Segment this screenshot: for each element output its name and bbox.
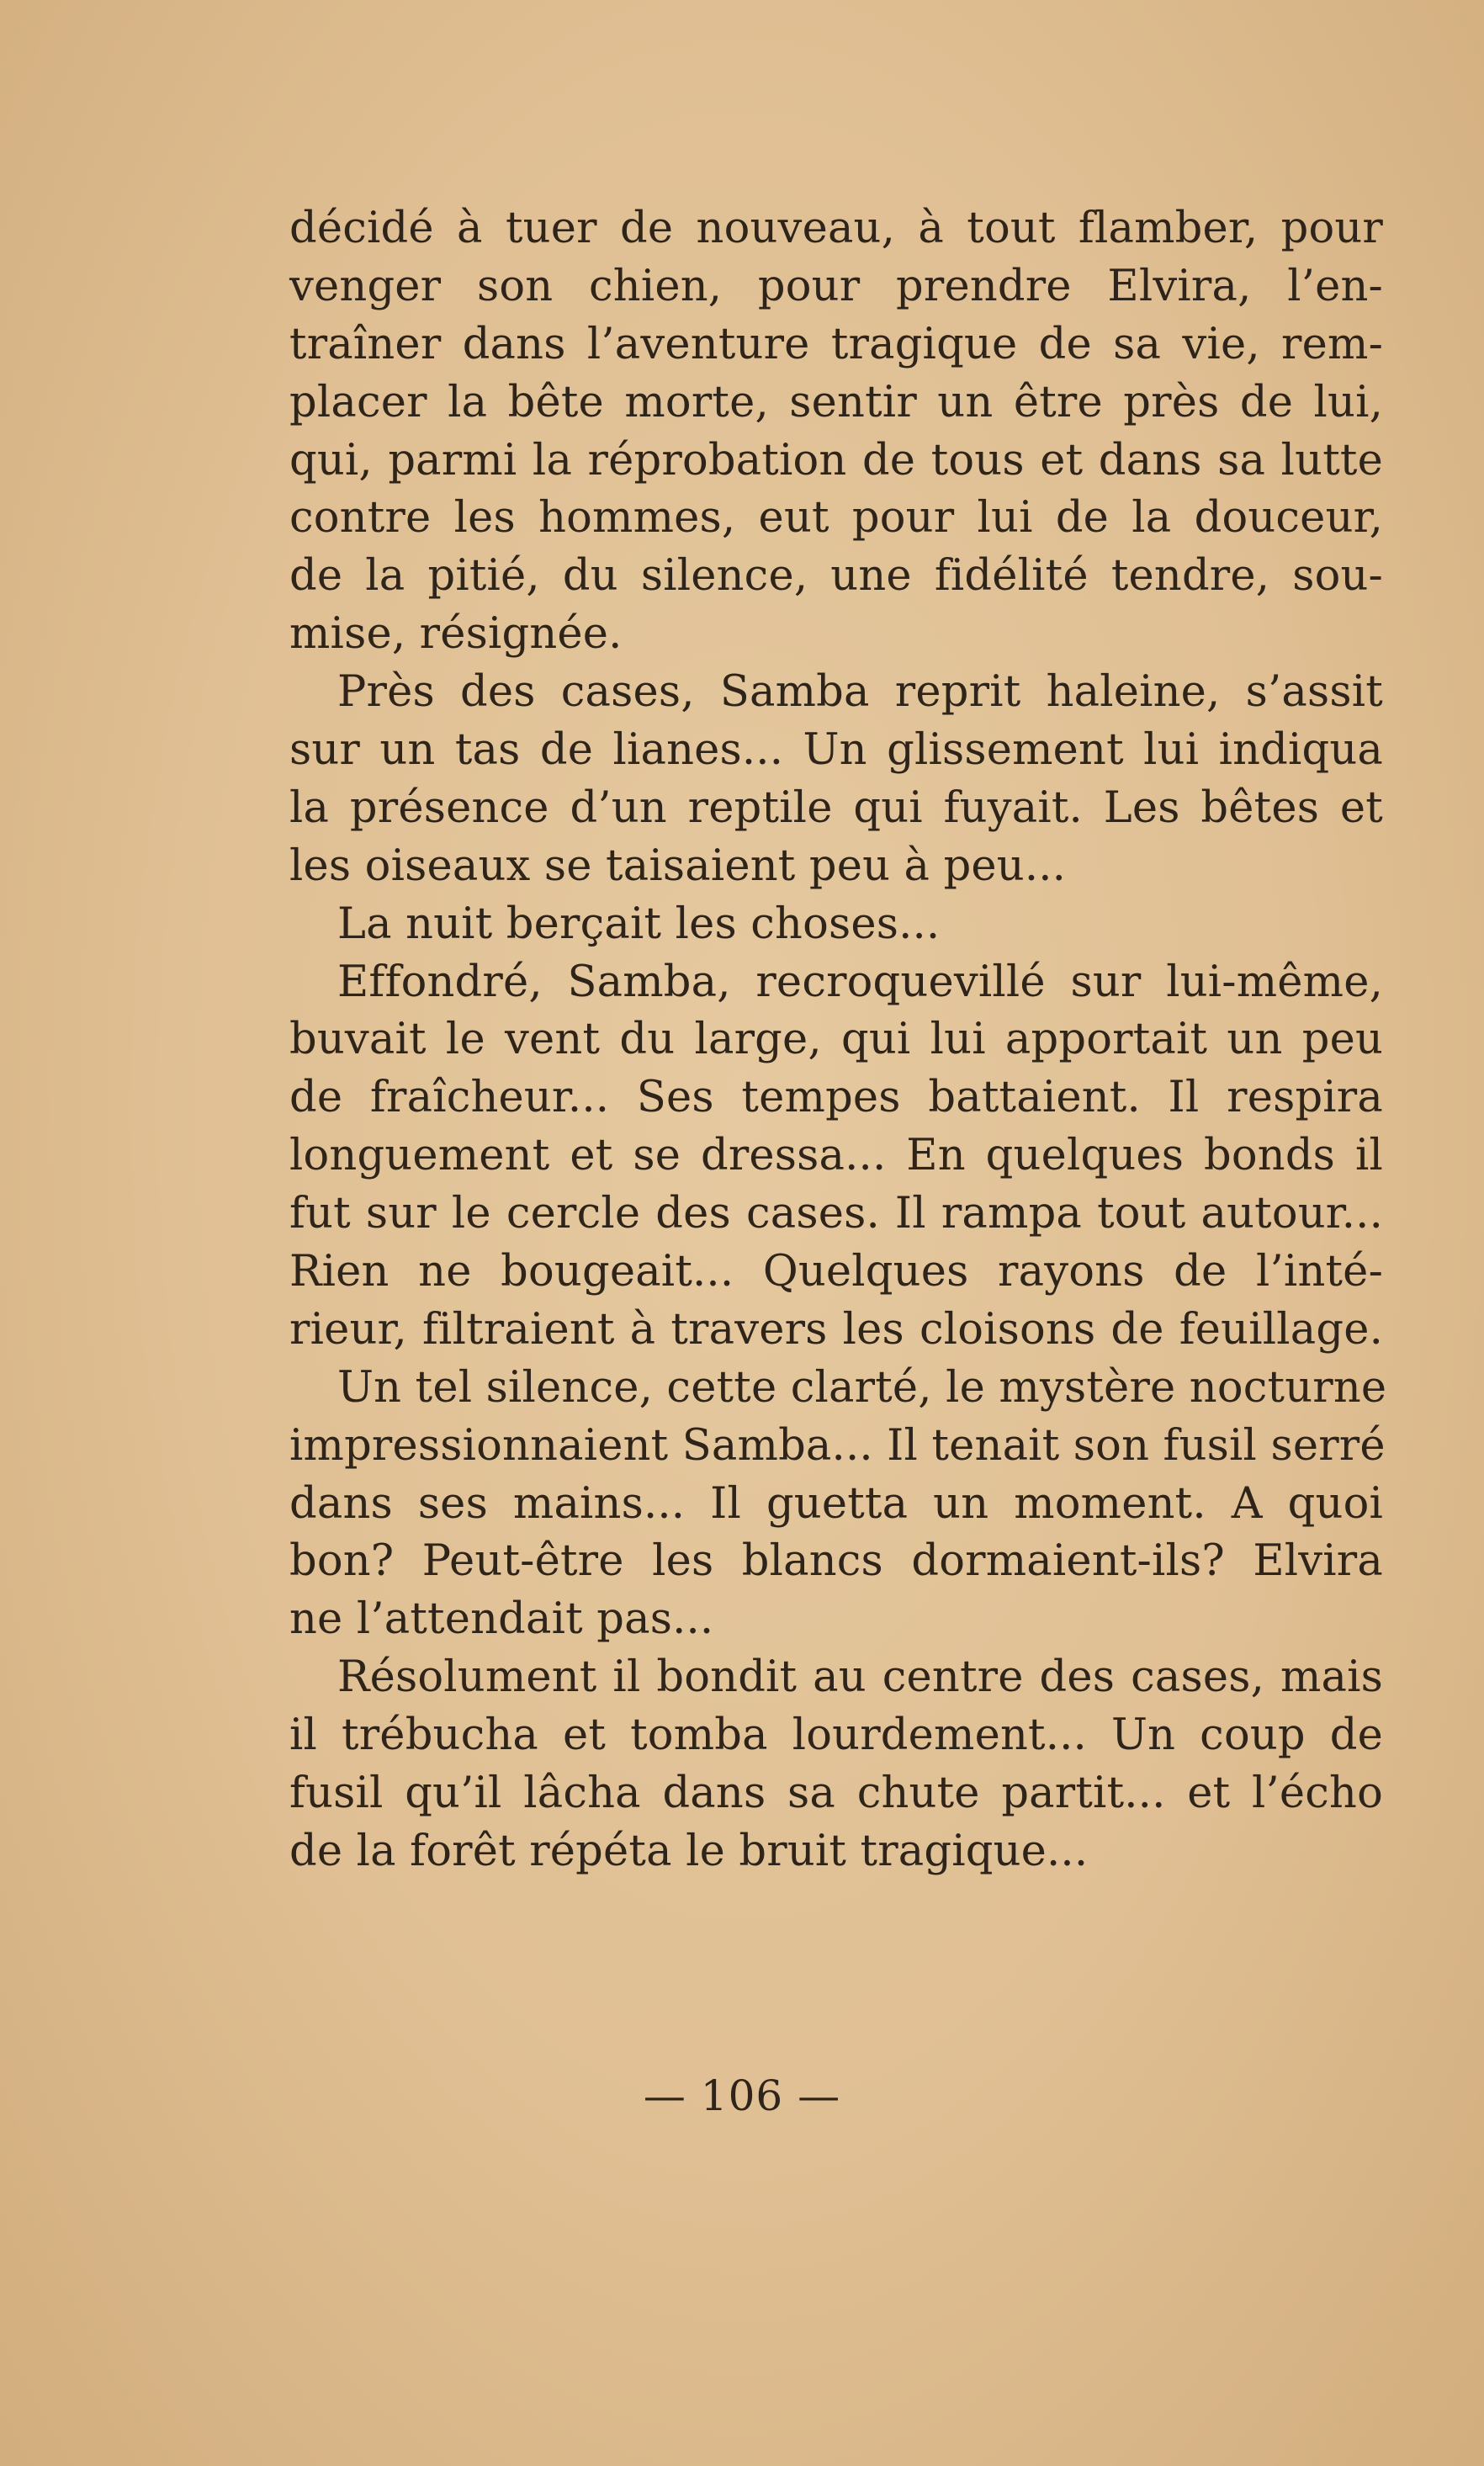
text-line: buvait le vent du large, qui lui apportait un peu — [289, 1015, 1383, 1065]
text-line: il trébucha et tomba lourdement... Un coup de — [289, 1710, 1383, 1761]
text-line: sur un tas de lianes... Un glissement lui indiqua — [289, 725, 1383, 776]
text-line: qui, parmi la réprobation de tous et dans sa lutte — [289, 435, 1383, 485]
text-line: de la pitié, du silence, une fidélité tendre, sou- — [289, 551, 1383, 602]
text-line: Rien ne bougeait... Quelques rayons de l’inté- — [289, 1247, 1383, 1297]
text-line: Effondré, Samba, recroquevillé sur lui-même, — [337, 957, 1383, 1007]
text-line: La nuit berçait les choses... — [337, 899, 941, 949]
text-line: longuement et se dressa... En quelques bonds il — [289, 1131, 1383, 1181]
text-line: dans ses mains... Il guetta un moment. A quoi — [289, 1478, 1383, 1529]
text-line: fut sur le cercle des cases. Il rampa tout autour... — [289, 1189, 1383, 1239]
text-line: de la forêt répéta le bruit tragique... — [289, 1826, 1089, 1876]
page-number: — 106 — — [643, 2071, 841, 2120]
text-line: venger son chien, pour prendre Elvira, l’en- — [289, 261, 1383, 311]
text-line: de fraîcheur... Ses tempes battaient. Il respira — [289, 1073, 1383, 1123]
text-line: contre les hommes, eut pour lui de la douceur, — [289, 493, 1383, 544]
text-line: décidé à tuer de nouveau, à tout flamber, pour — [289, 204, 1383, 253]
text-line: bon? Peut-être les blancs dormaient-ils? Elvira — [289, 1536, 1383, 1587]
text-line: Résolument il bondit au centre des cases, mais — [337, 1652, 1383, 1703]
text-line: impressionnaient Samba... Il tenait son fusil serré — [289, 1420, 1386, 1471]
text-line: Un tel silence, cette clarté, le mystère nocturne — [337, 1362, 1387, 1413]
text-line: traîner dans l’aventure tragique de sa vie, rem- — [289, 319, 1383, 369]
text-line: fusil qu’il lâcha dans sa chute partit... et l’écho — [289, 1769, 1383, 1819]
text-line: mise, résignée. — [289, 609, 623, 660]
text-line: la présence d’un reptile qui fuyait. Les bêtes et — [289, 782, 1383, 833]
text-line: Près des cases, Samba reprit haleine, s’assit — [337, 667, 1383, 718]
text-line: les oiseaux se taisaient peu à peu... — [289, 841, 1067, 891]
body-text — [289, 200, 1387, 1881]
text-line: placer la bête morte, sentir un être près de lui, — [289, 377, 1383, 427]
text-line: ne l’attendait pas... — [289, 1594, 714, 1645]
text-line: rieur, filtraient à travers les cloisons de feuillage. — [289, 1304, 1383, 1355]
